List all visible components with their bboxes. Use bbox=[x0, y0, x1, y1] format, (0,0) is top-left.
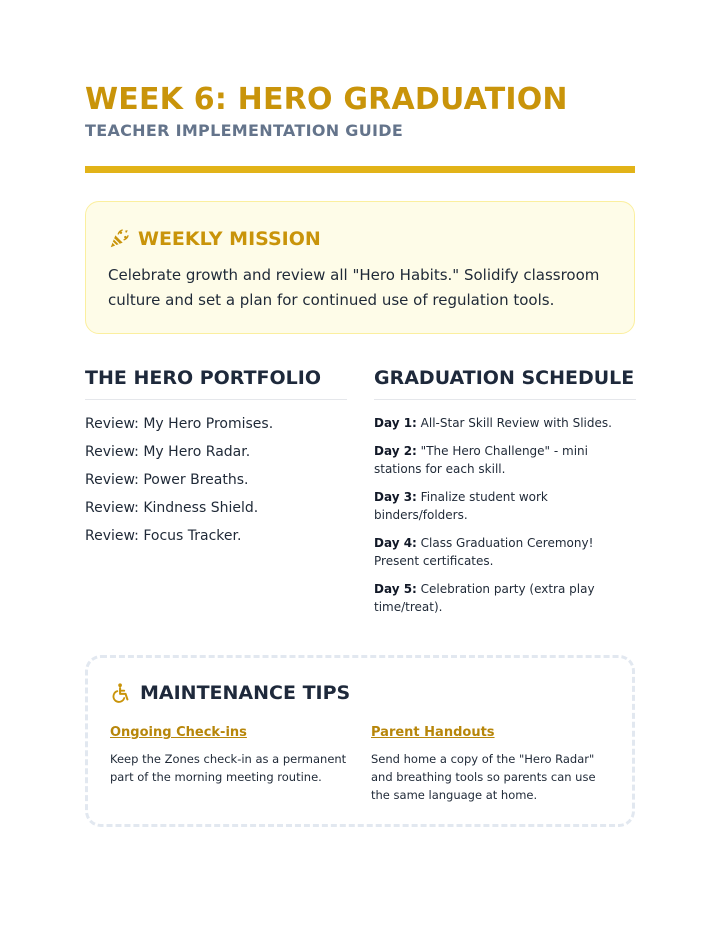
schedule-item bbox=[374, 534, 636, 570]
schedule-heading: GRADUATION SCHEDULE bbox=[374, 364, 636, 400]
schedule-day: Day 4: bbox=[374, 536, 417, 550]
tip-parent-handouts bbox=[371, 724, 611, 804]
portfolio-item: Review: Focus Tracker. bbox=[85, 528, 242, 544]
schedule-item bbox=[374, 488, 636, 524]
schedule-day: Day 2: bbox=[374, 444, 417, 458]
tip-ongoing-checkins bbox=[110, 724, 350, 786]
tip-title: Ongoing Check-ins bbox=[110, 725, 247, 740]
tips-title: MAINTENANCE TIPS bbox=[140, 682, 351, 704]
maintenance-tips-card bbox=[85, 655, 635, 827]
header-divider bbox=[85, 166, 635, 173]
tips-header bbox=[110, 682, 350, 704]
portfolio-item: Review: Power Breaths. bbox=[85, 472, 249, 488]
portfolio-list bbox=[85, 414, 347, 546]
page-subtitle: TEACHER IMPLEMENTATION GUIDE bbox=[85, 121, 404, 140]
party-popper-icon bbox=[108, 228, 130, 250]
portfolio-item: Review: My Hero Radar. bbox=[85, 444, 251, 460]
schedule-item bbox=[374, 580, 636, 616]
hero-portfolio-section bbox=[85, 364, 347, 554]
mission-text: Celebrate growth and review all "Hero Habits." Solidify classroom culture and set a plan for continued use of regulation tools. bbox=[108, 266, 600, 309]
schedule-text: Class Graduation Ceremony! Present certificates. bbox=[374, 536, 594, 568]
schedule-item bbox=[374, 414, 636, 432]
schedule-text: All-Star Skill Review with Slides. bbox=[420, 416, 612, 430]
tip-text: Keep the Zones check-in as a permanent part of the morning meeting routine. bbox=[110, 752, 347, 784]
page-title: WEEK 6: HERO GRADUATION bbox=[85, 82, 568, 117]
schedule-day: Day 1: bbox=[374, 416, 417, 430]
schedule-text: "The Hero Challenge" - mini stations for each skill. bbox=[374, 444, 588, 476]
graduation-schedule-section bbox=[374, 364, 636, 626]
portfolio-heading: THE HERO PORTFOLIO bbox=[85, 364, 347, 400]
weekly-mission-card bbox=[85, 201, 635, 334]
wheelchair-person-icon bbox=[110, 682, 132, 704]
schedule-day: Day 5: bbox=[374, 582, 417, 596]
tip-text: Send home a copy of the "Hero Radar" and breathing tools so parents can use the same language at home. bbox=[371, 752, 596, 802]
portfolio-item: Review: My Hero Promises. bbox=[85, 416, 274, 432]
schedule-list bbox=[374, 414, 636, 616]
schedule-day: Day 3: bbox=[374, 490, 417, 504]
mission-title: WEEKLY MISSION bbox=[138, 228, 321, 250]
schedule-text: Finalize student work binders/folders. bbox=[374, 490, 548, 522]
mission-header bbox=[108, 228, 321, 250]
schedule-item bbox=[374, 442, 636, 478]
tip-title: Parent Handouts bbox=[371, 725, 495, 740]
portfolio-item: Review: Kindness Shield. bbox=[85, 500, 259, 516]
schedule-text: Celebration party (extra play time/treat). bbox=[374, 582, 595, 614]
